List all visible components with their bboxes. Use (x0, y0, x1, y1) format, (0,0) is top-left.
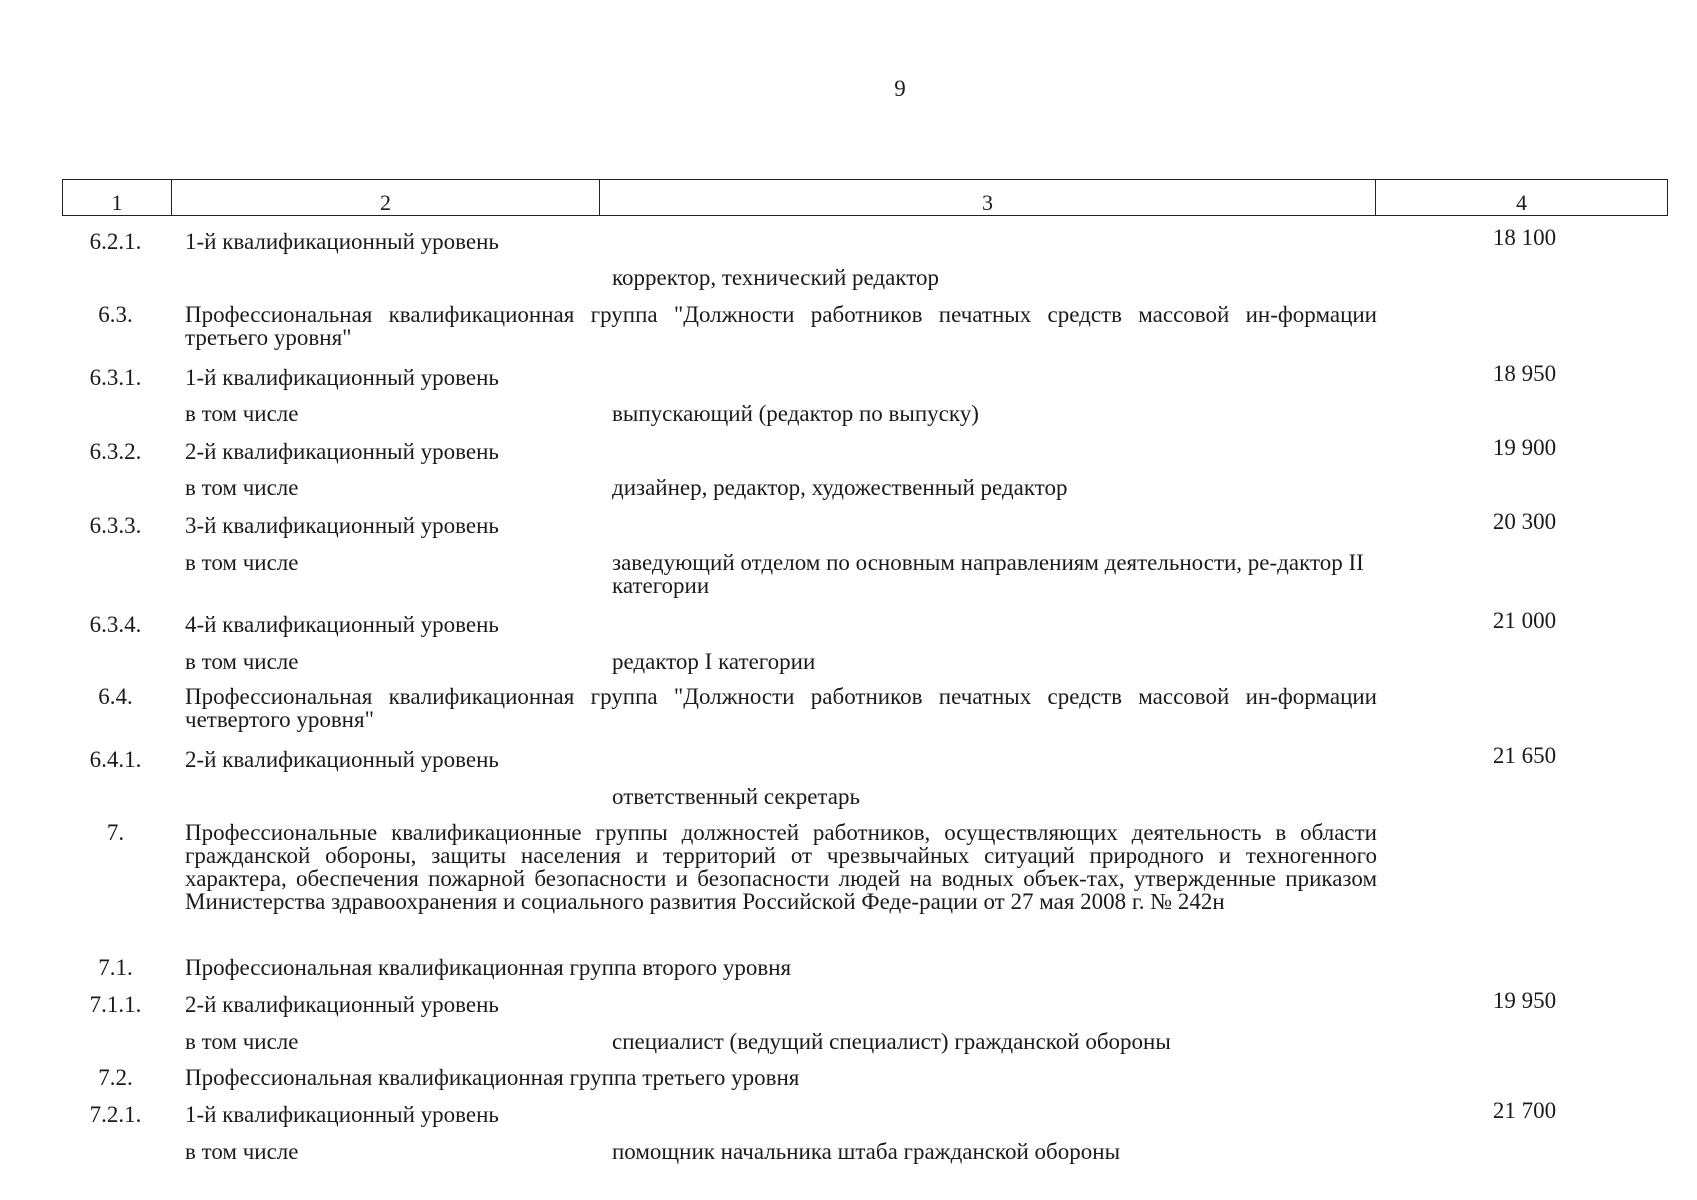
salary-value: 19 950 (1492, 988, 1557, 1013)
row-number: 6.3.4. (89, 612, 142, 637)
position-list: специалист (ведущий специалист) гражданской обороны (612, 1029, 1171, 1054)
page-number: 9 (894, 76, 906, 101)
qualification-level: 2-й квалификационный уровень (185, 992, 499, 1017)
including-label: в том числе (185, 1029, 299, 1054)
salary-value: 21 000 (1492, 608, 1557, 633)
row-number: 7.2.1. (89, 1102, 142, 1127)
qualification-level: 1-й квалификационный уровень (185, 1102, 499, 1127)
row-number: 6.3.3. (89, 513, 142, 538)
header-col-4: 4 (1376, 180, 1668, 216)
salary-value: 18 100 (1492, 225, 1557, 250)
including-label: в том числе (185, 475, 299, 500)
row-number: 6.3.1. (89, 365, 142, 390)
qualification-level: 1-й квалификационный уровень (185, 229, 499, 254)
header-col-3: 3 (600, 180, 1376, 216)
group-title: Профессиональная квалификационная группа "Должности работников печатных средств массовой ин-формации третьего уровня" (185, 302, 1377, 350)
position-list: выпускающий (редактор по выпуску) (612, 401, 979, 426)
group-title: Профессиональная квалификационная группа третьего уровня (185, 1065, 800, 1090)
qualification-level: 2-й квалификационный уровень (185, 439, 499, 464)
position-list: дизайнер, редактор, художественный редактор (612, 475, 1068, 500)
position-list: заведующий отделом по основным направлениям деятельности, ре-дактор II категории (612, 550, 1364, 598)
row-number: 6.2.1. (89, 229, 142, 254)
salary-value: 19 900 (1492, 435, 1557, 460)
group-title: Профессиональная квалификационная группа второго уровня (185, 955, 792, 980)
row-number: 7.1.1. (89, 992, 142, 1017)
header-col-2: 2 (172, 180, 600, 216)
salary-value: 21 650 (1492, 743, 1557, 768)
row-number: 7.1. (98, 955, 133, 980)
including-label: в том числе (185, 649, 299, 674)
row-number: 7. (106, 820, 125, 845)
group-title: Профессиональные квалификационные группы должностей работников, осуществляющих деятельность в области гражданской обороны, защиты населения и территорий от чрезвычайных ситуаций природного и техногенного характера, обеспечения пожарной безопасности и безопасности людей на водных объек-тах, утвержденные приказом Министерства здравоохранения и социального развития Российской Феде-рации от 27 мая 2008 г. № 242н (185, 820, 1377, 914)
including-label: в том числе (185, 1139, 299, 1164)
position-list: редактор I категории (612, 649, 816, 674)
salary-value: 21 700 (1492, 1098, 1557, 1123)
salary-value: 20 300 (1492, 509, 1557, 534)
including-label: в том числе (185, 550, 299, 575)
position-list: помощник начальника штаба гражданской обороны (612, 1139, 1121, 1164)
row-number: 6.3.2. (89, 439, 142, 464)
row-number: 6.4.1. (89, 747, 142, 772)
row-number: 6.3. (98, 302, 133, 327)
position-list: ответственный секретарь (612, 784, 860, 809)
row-number: 7.2. (98, 1065, 133, 1090)
qualification-level: 2-й квалификационный уровень (185, 747, 499, 772)
header-col-1: 1 (63, 180, 172, 216)
salary-value: 18 950 (1492, 361, 1557, 386)
qualification-level: 1-й квалификационный уровень (185, 365, 499, 390)
qualification-level: 3-й квалификационный уровень (185, 513, 499, 538)
row-number: 6.4. (98, 684, 133, 709)
group-title: Профессиональная квалификационная группа "Должности работников печатных средств массовой ин-формации четвертого уровня" (185, 684, 1377, 732)
qualification-level: 4-й квалификационный уровень (185, 612, 499, 637)
position-list: корректор, технический редактор (612, 265, 939, 290)
including-label: в том числе (185, 401, 299, 426)
